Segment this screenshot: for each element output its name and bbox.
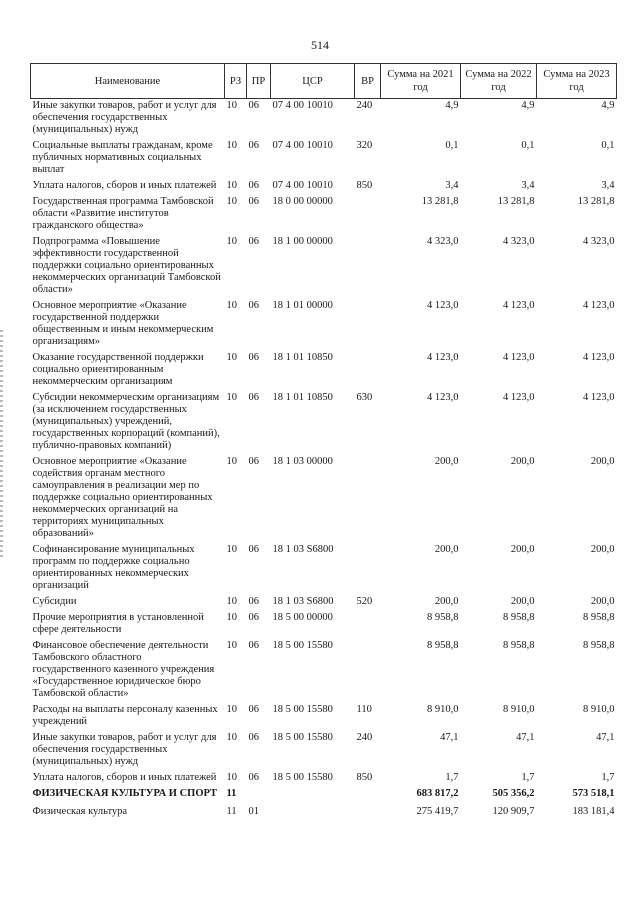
cell-sum-2023: 4 123,0 (583, 300, 615, 311)
cell-vr (355, 636, 381, 700)
cell-vr: 240 (356, 732, 373, 743)
cell-csr: 18 5 00 15580 (272, 640, 333, 651)
cell-csr: 07 4 00 10010 (272, 100, 333, 111)
cell-csr: 18 1 03 S6800 (272, 544, 334, 555)
table-row (31, 800, 617, 818)
cell-pr: 06 (248, 180, 259, 191)
cell-pr (247, 784, 271, 800)
budget-table (30, 63, 617, 818)
cell-sum-2022: 505 356,2 (492, 788, 535, 799)
cell-sum-2023: 183 181,4 (572, 806, 615, 817)
col-header-sum-2021: Сумма на 2021 год (381, 64, 461, 99)
cell-sum-2022: 8 958,8 (503, 640, 535, 651)
cell-name: Уплата налогов, сборов и иных платежей (32, 772, 217, 783)
cell-name: Государственная программа Тамбовской области «Развитие институтов гражданского общества» (32, 196, 214, 231)
table-row (31, 540, 617, 592)
cell-csr: 18 1 00 00000 (272, 236, 333, 247)
cell-pr: 06 (248, 456, 259, 467)
cell-rz: 10 (226, 640, 237, 651)
col-header-name: Наименование (31, 64, 225, 99)
cell-name: Оказание государственной поддержки социально ориентированным некоммерческим организациям (32, 352, 204, 387)
cell-rz: 11 (226, 788, 237, 799)
cell-csr: 07 4 00 10010 (272, 140, 333, 151)
cell-rz: 10 (226, 544, 237, 555)
table-row (31, 388, 617, 452)
table-row (31, 99, 617, 137)
cell-vr: 240 (356, 100, 373, 111)
cell-pr: 06 (248, 640, 259, 651)
cell-csr: 18 5 00 00000 (272, 612, 333, 623)
cell-vr (355, 348, 381, 388)
cell-vr: 850 (356, 180, 373, 191)
cell-csr (271, 784, 355, 800)
cell-sum-2021: 4 123,0 (427, 352, 459, 363)
cell-rz: 10 (226, 704, 237, 715)
cell-sum-2023: 4 323,0 (583, 236, 615, 247)
cell-pr: 06 (248, 352, 259, 363)
cell-csr: 18 1 03 S6800 (272, 596, 334, 607)
cell-sum-2023: 200,0 (590, 456, 615, 467)
cell-sum-2022: 200,0 (510, 596, 535, 607)
cell-name: Финансовое обеспечение деятельности Тамбовского областного государственного казенного учреждения «Государственное юридическое бюро Тамбовской области» (32, 640, 215, 699)
cell-sum-2021: 8 910,0 (427, 704, 459, 715)
cell-sum-2021: 683 817,2 (416, 788, 459, 799)
cell-name: Физическая культура (32, 806, 128, 817)
cell-rz: 10 (226, 772, 237, 783)
cell-sum-2022: 13 281,8 (497, 196, 535, 207)
cell-name: Прочие мероприятия в установленной сфере деятельности (32, 612, 204, 635)
cell-sum-2021: 8 958,8 (427, 640, 459, 651)
table-row (31, 348, 617, 388)
cell-sum-2022: 4 323,0 (503, 236, 535, 247)
cell-sum-2021: 13 281,8 (421, 196, 459, 207)
cell-sum-2021: 4,9 (445, 100, 459, 111)
cell-sum-2022: 120 909,7 (492, 806, 535, 817)
cell-sum-2022: 1,7 (521, 772, 535, 783)
cell-name: Социальные выплаты гражданам, кроме публичных нормативных социальных выплат (32, 140, 213, 175)
cell-vr (355, 784, 381, 800)
cell-pr: 06 (248, 704, 259, 715)
col-header-csr: ЦСР (271, 64, 355, 99)
page-number: 514 (311, 38, 329, 52)
cell-sum-2021: 4 123,0 (427, 300, 459, 311)
cell-csr: 18 5 00 15580 (272, 704, 333, 715)
table-header-row (31, 64, 617, 99)
cell-sum-2021: 47,1 (440, 732, 459, 743)
cell-sum-2021: 4 123,0 (427, 392, 459, 403)
cell-sum-2023: 200,0 (590, 596, 615, 607)
cell-name: Расходы на выплаты персоналу казенных учреждений (32, 704, 218, 727)
scan-edge-mark (0, 330, 3, 560)
cell-name: Иные закупки товаров, работ и услуг для обеспечения государственных (муниципальных) нужд (32, 732, 217, 767)
table-row (31, 296, 617, 348)
cell-rz: 10 (226, 612, 237, 623)
cell-name: Субсидии (32, 596, 77, 607)
cell-name: Основное мероприятие «Оказание содействия органам местного самоуправления в реализации мер по поддержке социально ориентированных некоммерческих организаций на территориях муниципальных образований» (32, 456, 213, 539)
cell-csr: 18 1 03 00000 (272, 456, 333, 467)
cell-sum-2021: 200,0 (434, 596, 459, 607)
cell-sum-2021: 200,0 (434, 544, 459, 555)
table-row (31, 700, 617, 728)
cell-csr (271, 800, 355, 818)
cell-sum-2021: 0,1 (445, 140, 459, 151)
cell-sum-2023: 8 910,0 (583, 704, 615, 715)
cell-sum-2021: 275 419,7 (416, 806, 459, 817)
cell-csr: 18 0 00 00000 (272, 196, 333, 207)
cell-rz: 10 (226, 140, 237, 151)
cell-vr: 630 (356, 392, 373, 403)
cell-name: ФИЗИЧЕСКАЯ КУЛЬТУРА И СПОРТ (32, 788, 218, 799)
cell-rz: 10 (226, 236, 237, 247)
cell-sum-2022: 8 958,8 (503, 612, 535, 623)
cell-sum-2022: 4 123,0 (503, 352, 535, 363)
cell-sum-2023: 4,9 (601, 100, 615, 111)
cell-sum-2022: 8 910,0 (503, 704, 535, 715)
cell-sum-2023: 4 123,0 (583, 392, 615, 403)
col-header-pr: ПР (247, 64, 271, 99)
table-row (31, 768, 617, 784)
cell-vr: 110 (356, 704, 372, 715)
cell-pr: 06 (248, 772, 259, 783)
cell-vr (355, 192, 381, 232)
cell-name: Иные закупки товаров, работ и услуг для обеспечения государственных (муниципальных) нужд (32, 100, 217, 135)
cell-rz: 11 (226, 806, 237, 817)
cell-name: Софинансирование муниципальных программ по поддержке социально ориентированных некоммерческих организаций (32, 544, 195, 591)
col-header-vr: ВР (355, 64, 381, 99)
cell-rz: 10 (226, 352, 237, 363)
cell-vr (355, 296, 381, 348)
cell-sum-2023: 8 958,8 (583, 612, 615, 623)
cell-rz: 10 (226, 196, 237, 207)
cell-name: Основное мероприятие «Оказание государственной поддержки общественным и иным некоммерческим организациям» (32, 300, 214, 347)
cell-rz: 10 (226, 180, 237, 191)
cell-rz: 10 (226, 100, 237, 111)
cell-sum-2022: 200,0 (510, 456, 535, 467)
cell-pr: 06 (248, 612, 259, 623)
table-row (31, 192, 617, 232)
cell-vr: 520 (356, 596, 373, 607)
table-row (31, 592, 617, 608)
cell-vr: 850 (356, 772, 373, 783)
cell-sum-2022: 0,1 (521, 140, 535, 151)
cell-pr: 06 (248, 596, 259, 607)
cell-pr: 06 (248, 300, 259, 311)
cell-pr: 06 (248, 100, 259, 111)
cell-csr: 07 4 00 10010 (272, 180, 333, 191)
cell-sum-2023: 573 518,1 (572, 788, 615, 799)
cell-sum-2022: 4 123,0 (503, 392, 535, 403)
cell-name: Уплата налогов, сборов и иных платежей (32, 180, 217, 191)
cell-sum-2021: 200,0 (434, 456, 459, 467)
table-row (31, 608, 617, 636)
cell-sum-2023: 200,0 (590, 544, 615, 555)
cell-pr: 06 (248, 196, 259, 207)
cell-name: Субсидии некоммерческим организациям (за исключением государственных (муниципальных) учреждений, государственных корпораций (компаний), публично-правовых компаний) (32, 392, 220, 451)
cell-sum-2021: 1,7 (445, 772, 459, 783)
cell-csr: 18 1 01 10850 (272, 352, 333, 363)
col-header-rz: РЗ (225, 64, 247, 99)
cell-pr: 06 (248, 236, 259, 247)
cell-sum-2021: 8 958,8 (427, 612, 459, 623)
cell-vr (355, 800, 381, 818)
cell-vr: 320 (356, 140, 373, 151)
cell-csr: 18 1 01 10850 (272, 392, 333, 403)
cell-vr (355, 452, 381, 540)
table-row (31, 452, 617, 540)
cell-vr (355, 608, 381, 636)
cell-sum-2021: 4 323,0 (427, 236, 459, 247)
table-row (31, 784, 617, 800)
cell-pr: 06 (248, 544, 259, 555)
table-row (31, 232, 617, 296)
cell-pr: 06 (248, 140, 259, 151)
cell-csr: 18 5 00 15580 (272, 772, 333, 783)
cell-csr: 18 5 00 15580 (272, 732, 333, 743)
cell-sum-2022: 200,0 (510, 544, 535, 555)
cell-pr: 06 (248, 732, 259, 743)
cell-sum-2022: 4,9 (521, 100, 535, 111)
cell-sum-2023: 0,1 (601, 140, 615, 151)
cell-rz: 10 (226, 596, 237, 607)
cell-sum-2022: 3,4 (521, 180, 535, 191)
cell-rz: 10 (226, 732, 237, 743)
cell-name: Подпрограмма «Повышение эффективности государственной поддержки социально ориентированных некоммерческих организаций Тамбовской области» (32, 236, 221, 295)
cell-sum-2023: 8 958,8 (583, 640, 615, 651)
cell-sum-2023: 47,1 (596, 732, 615, 743)
cell-rz: 10 (226, 300, 237, 311)
cell-rz: 10 (226, 392, 237, 403)
cell-vr (355, 232, 381, 296)
table-body (31, 99, 617, 819)
cell-sum-2023: 13 281,8 (577, 196, 615, 207)
col-header-sum-2022: Сумма на 2022 год (461, 64, 537, 99)
cell-sum-2023: 1,7 (601, 772, 615, 783)
cell-pr: 06 (248, 392, 259, 403)
cell-rz: 10 (226, 456, 237, 467)
cell-sum-2021: 3,4 (445, 180, 459, 191)
cell-vr (355, 540, 381, 592)
col-header-sum-2023: Сумма на 2023 год (537, 64, 617, 99)
table-row (31, 136, 617, 176)
cell-sum-2022: 47,1 (516, 732, 535, 743)
table-row (31, 176, 617, 192)
table-row (31, 636, 617, 700)
cell-sum-2023: 4 123,0 (583, 352, 615, 363)
cell-pr: 01 (248, 806, 259, 817)
cell-sum-2022: 4 123,0 (503, 300, 535, 311)
cell-sum-2023: 3,4 (601, 180, 615, 191)
cell-csr: 18 1 01 00000 (272, 300, 333, 311)
table-row (31, 728, 617, 768)
